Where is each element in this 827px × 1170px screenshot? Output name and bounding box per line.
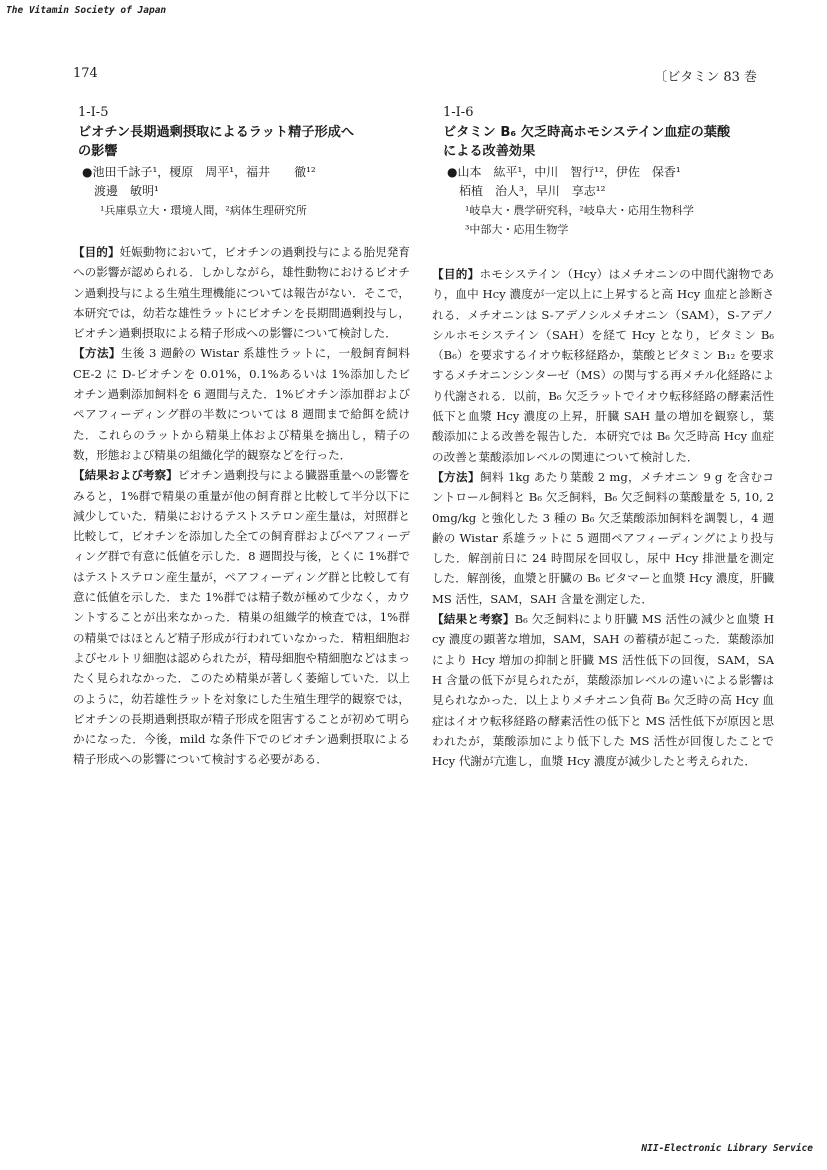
title-line: の影響 <box>78 144 118 159</box>
title-line: による改善効果 <box>443 144 536 159</box>
paragraph-methods <box>73 343 410 465</box>
abstract-left-header <box>78 104 408 220</box>
author-line: ●池田千詠子¹，榎原 周平¹，福井 徹¹² <box>82 165 316 179</box>
abstract-right-body <box>432 264 774 771</box>
section-heading: 【目的】 <box>432 267 480 281</box>
journal-header: 〔ビタミン 83 巻 <box>654 70 757 85</box>
affiliation-line: ¹岐阜大・農学研究科，²岐阜大・応用生物科学 <box>465 204 694 217</box>
section-heading: 【方法】 <box>432 469 480 484</box>
affiliation-line: ¹兵庫県立大・環境人間，²病体生理研究所 <box>100 204 307 217</box>
author-line: 渡邊 敏明¹ <box>82 184 159 198</box>
section-heading: 【結果および考察】 <box>73 468 178 483</box>
paragraph-text: 飼料 1kg あたり葉酸 2 mg，メチオニン 9 g を含むコントロール飼料と B₆ 欠乏飼料，B₆ 欠乏飼料の葉酸量を 5, 10, 20mg/kg と強化した 3 種の B₆ 欠乏葉酸添加飼料を調製し，4 週齢の Wistar 系雄ラットに 5 週間ペアフィーディングにより投与した．解剖前日に 24 時間尿を回収し，尿中 Hcy 排泄量を測定した．解剖後，血漿と肝臓の B₆ ビタマーと血漿 Hcy 濃度，肝臓 MS 活性，SAM，SAH 含量を測定した． <box>432 469 774 606</box>
paragraph-text: 生後 3 週齢の Wistar 系雄性ラットに，一般飼育飼料 CE-2 に D-ビオチンを 0.01%，0.1%あるいは 1%添加したビオチン過剰添加飼料を 6 週間与えた．1%ビオチン添加群およびペアフィーディング群の半数については 8 週間まで給餌を続けた．これらのラットから精巣上体および精巣を摘出し，精子の数，形態および精巣の組織化学的観察などを行った． <box>73 346 410 462</box>
paragraph-purpose <box>432 264 774 467</box>
abstract-title <box>78 123 408 161</box>
affiliations <box>443 201 773 239</box>
paragraph-purpose <box>73 242 410 343</box>
affiliations <box>78 201 408 220</box>
paragraph-text: 妊娠動物において，ビオチンの過剰投与による胎児発育への影響が認められる．しかしながら，雄性動物におけるビオチン過剰投与による生殖生理機能については報告がない．そこで，本研究では，幼若な雄性ラットにビオチンを長期間過剰投与し，ビオチン過剰摂取による精子形成への影響について検討した． <box>73 245 410 341</box>
authors <box>443 163 773 201</box>
affiliation-line: ³中部大・応用生物学 <box>465 223 569 236</box>
authors <box>78 163 408 201</box>
paragraph-text: ビオチン過剰投与による臓器重量への影響をみると，1%群で精巣の重量が他の飼育群と比較して半分以下に減少していた．精巣におけるテストステロン産生量は，対照群と比較して，ビオチンを添加した全ての飼育群およびペアフィーディング群で有意に低値を示した．8 週間投与後，とくに 1%群ではテストステロン産生量が，ペアフィーディング群と比較して有意に低値を示した．また 1%群では精子数が極めて少なく，カウントすることが出来なかった．精巣の組織学的検査では，1%群の精巣ではほとんど精子形成が行われていなかった．精粗細胞およびセルトリ細胞は認められたが，精母細胞や精細胞などはまったく見られなかった．このため精巣が著しく萎縮していた．以上のように，幼若雄性ラットを対象にした生殖生理学的観察では，ビオチンの長期過剰摂取が精子形成を阻害することが初めて明らかになった．今後，mild な条件下でのビオチン過剰摂取による精子形成への影響について検討する必要がある． <box>73 468 410 767</box>
paragraph-text: B₆ 欠乏飼料により肝臓 MS 活性の減少と血漿 Hcy 濃度の顕著な増加，SAM，SAH の蓄積が起こった．葉酸添加により Hcy 増加の抑制と肝臓 MS 活性低下の回復，SAM，SAH 含量の低下が見られたが，葉酸添加レベルの違いによる影響は見られなかった．以上よりメチオニン負荷 B₆ 欠乏時の高 Hcy 血症はイオウ転移経路の酵素活性の低下と MS 活性低下が原因と思われたが，葉酸添加により低下した MS 活性が回復したことで Hcy 代謝が亢進し，血漿 Hcy 濃度が減少したと考えられた． <box>432 612 774 769</box>
page-number: 174 <box>73 66 98 81</box>
abstract-title <box>443 123 773 161</box>
paragraph-results <box>432 609 774 771</box>
title-line: ビタミン B₆ 欠乏時高ホモシステイン血症の葉酸 <box>443 125 731 140</box>
abstract-left-body <box>73 242 410 770</box>
paragraph-text: ホモシステイン（Hcy）はメチオニンの中間代謝物であり，血中 Hcy 濃度が一定以上に上昇すると高 Hcy 血症と診断される．メチオニンは S-アデノシルメチオニン（SAM），S-アデノシルホモシステイン（SAH）を経て Hcy となり，ビタミン B₆（B₆）を要求するイオウ転移経路か，葉酸とビタミン B₁₂ を要求するメチオニンシンターゼ（MS）の関与する再メチル化経路により代謝される．以前，B₆ 欠乏ラットでイオウ転移経路の酵素活性低下と血漿 Hcy 濃度の上昇，肝臓 SAH 量の増加を観察し，葉酸添加による改善を報告した．本研究では B₆ 欠乏時高 Hcy 血症の改善と葉酸添加レベルの関連について検討した． <box>432 267 774 464</box>
section-heading: 【結果と考察】 <box>432 612 515 627</box>
watermark-top: The Vitamin Society of Japan <box>6 5 167 16</box>
section-heading: 【方法】 <box>73 346 121 361</box>
author-line: ●山本 紘平¹，中川 智行¹²，伊佐 保香¹ <box>447 165 681 179</box>
title-line: ビオチン長期過剰摂取によるラット精子形成へ <box>78 125 355 140</box>
author-line: 栢植 治人³，早川 享志¹² <box>447 184 606 198</box>
abstract-id: 1-Ⅰ-5 <box>78 105 109 120</box>
abstract-right-header <box>443 104 773 239</box>
paragraph-methods <box>432 467 774 609</box>
abstract-id: 1-Ⅰ-6 <box>443 105 474 120</box>
watermark-bottom: NII-Electronic Library Service <box>641 1143 813 1154</box>
section-heading: 【目的】 <box>73 245 120 259</box>
paragraph-results <box>73 465 410 769</box>
